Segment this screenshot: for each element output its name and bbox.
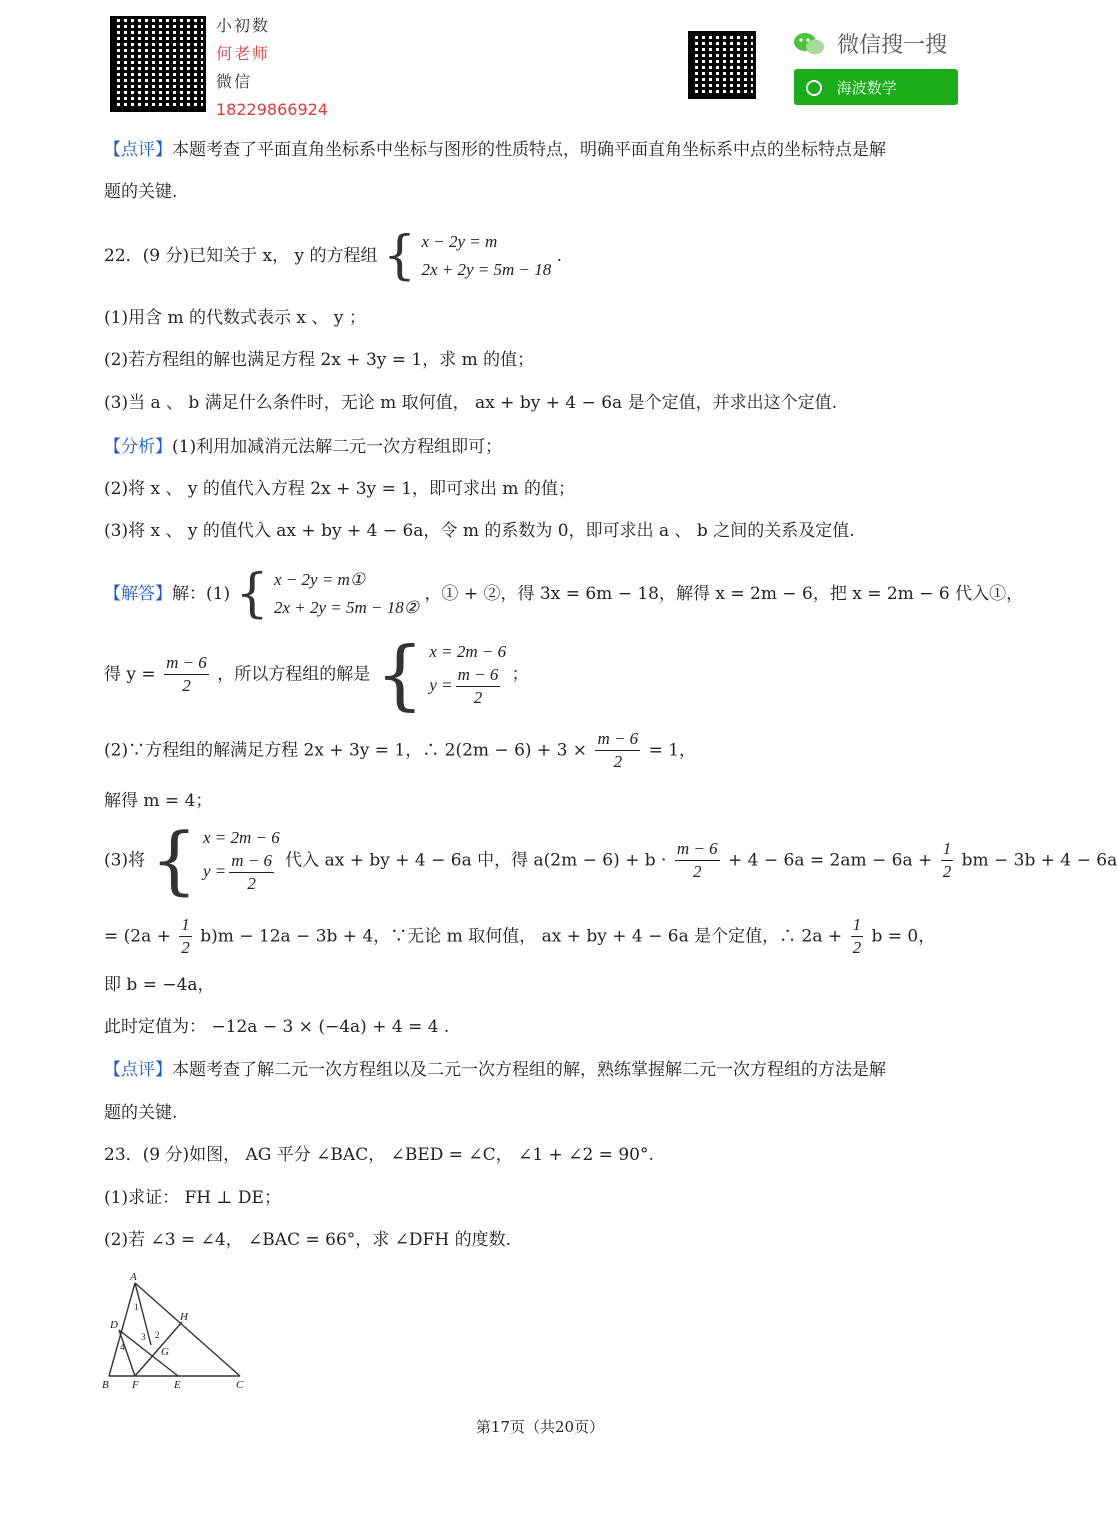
solution-text: = (2a + xyxy=(104,926,171,947)
analysis-text: (1)利用加减消元法解二元一次方程组即可； xyxy=(172,437,503,457)
fraction xyxy=(851,914,864,959)
solution-text: + 4 − 6a = 2am − 6a + xyxy=(728,850,933,871)
fraction xyxy=(164,652,209,697)
q22-solution-4: 解得 m = 4； xyxy=(104,791,213,811)
comment-21-line1 xyxy=(104,138,886,162)
equation: x − 2y = m① xyxy=(274,570,366,589)
wechat-icon xyxy=(794,32,824,56)
q22-comment-1 xyxy=(104,1058,886,1082)
label-a: A xyxy=(130,1271,137,1283)
q22-part3: (3)当 a 、 b 满足什么条件时，无论 m 取何值， ax + by + 4 − 6a 是个定值，并求出这个定值. xyxy=(104,393,837,413)
wechat-search-header xyxy=(794,28,947,59)
equation: x − 2y = m xyxy=(421,232,498,251)
q22-stem-text: 22．(9 分)已知关于 x， y 的方程组 xyxy=(104,246,378,266)
equation xyxy=(429,664,506,709)
label-c: C xyxy=(236,1379,244,1391)
fraction xyxy=(179,914,192,959)
label-4: 4 xyxy=(120,1342,125,1352)
left-brace: { xyxy=(375,629,424,719)
label-f: F xyxy=(132,1379,139,1391)
q22-stem: 22．(9 分)已知关于 x， y 的方程组 { x − 2y = m 2x + 2y = 5m − 18 . xyxy=(104,226,563,286)
fraction-numerator: 1 xyxy=(851,914,864,937)
q23-stem: 23．(9 分)如图， AG 平分 ∠BAC， ∠BED = ∠C， ∠1 + ∠2 = 90°. xyxy=(104,1145,654,1165)
solution-text: 代入 ax + by + 4 − 6a 中，得 a(2m − 6) + b · xyxy=(285,850,667,871)
solution-system xyxy=(203,826,280,895)
comment-text: 本题考查了解二元一次方程组以及二元一次方程组的解，熟练掌握解二元一次方程组的方法是解 xyxy=(172,1060,886,1080)
q22-solution-1 xyxy=(104,566,1023,622)
q22-analysis-3: (3)将 x 、 y 的值代入 ax + by + 4 − 6a，令 m 的系数为 0，即可求出 a 、 b 之间的关系及定值. xyxy=(104,521,855,541)
solution-text: ，所以方程组的解是 xyxy=(217,664,371,685)
q22-solution-7: 即 b = −4a， xyxy=(104,975,215,995)
header-line-2: 何老师 xyxy=(216,44,271,63)
equation: x = 2m − 6 xyxy=(203,828,280,847)
header-line-3: 微信 xyxy=(216,72,253,91)
q22-solution-2 xyxy=(104,629,529,719)
left-brace: { xyxy=(382,226,417,286)
fraction-denominator: 2 xyxy=(613,752,623,771)
q22-solution-6 xyxy=(104,914,935,959)
label-g: G xyxy=(161,1346,169,1358)
fraction-denominator: 2 xyxy=(247,874,256,893)
fraction-numerator: m − 6 xyxy=(164,652,209,675)
fraction xyxy=(229,850,274,895)
fraction-denominator: 2 xyxy=(693,862,702,881)
comment-text: 本题考查了平面直角坐标系中坐标与图形的性质特点，明确平面直角坐标系中点的坐标特点是解 xyxy=(172,140,886,160)
q22-analysis-1 xyxy=(104,435,502,459)
label-e: E xyxy=(174,1379,181,1391)
fraction-denominator: 2 xyxy=(852,938,862,957)
comment-tag: 【点评】 xyxy=(104,1060,172,1080)
solution-text: b)m − 12a − 3b + 4，∵无论 m 取何值， ax + by + 4 − 6a 是个定值，∴ 2a + xyxy=(200,926,843,947)
wechat-search-title: 微信搜一搜 xyxy=(837,33,948,58)
equation-lhs: y = xyxy=(203,861,227,881)
fraction-denominator: 2 xyxy=(942,862,952,881)
page-footer: 第17页（共20页） xyxy=(475,1418,605,1436)
solution-text: ； xyxy=(511,664,529,685)
analysis-tag: 【分析】 xyxy=(104,437,172,457)
fraction xyxy=(595,728,640,773)
label-h: H xyxy=(180,1311,188,1323)
q22-part2: (2)若方程组的解也满足方程 2x + 3y = 1，求 m 的值； xyxy=(104,350,535,370)
q22-analysis-2: (2)将 x 、 y 的值代入方程 2x + 3y = 1，即可求出 m 的值； xyxy=(104,479,575,499)
solution-text: bm − 3b + 4 − 6a xyxy=(961,850,1117,871)
left-brace: { xyxy=(235,564,269,624)
solution-text: 得 y = xyxy=(104,664,156,685)
q22-solution-3 xyxy=(104,728,696,773)
fraction-numerator: m − 6 xyxy=(595,728,640,751)
side-ac xyxy=(135,1283,240,1376)
qr-code-right xyxy=(688,31,756,99)
solution-text: (2)∵方程组的解满足方程 2x + 3y = 1，∴ 2(2m − 6) + 3 × xyxy=(104,740,588,761)
solution-text: = 1， xyxy=(648,740,697,761)
left-brace: { xyxy=(150,817,198,904)
q22-part1: (1)用含 m 的代数式表示 x 、 y ； xyxy=(104,308,366,328)
solution-text: (3)将 xyxy=(104,850,146,871)
fraction xyxy=(456,664,501,709)
fraction-denominator: 2 xyxy=(473,688,483,707)
q22-comment-2: 题的关键. xyxy=(104,1103,178,1123)
q22-system xyxy=(421,228,551,284)
fraction-denominator: 2 xyxy=(182,676,191,695)
equation: x = 2m − 6 xyxy=(429,642,507,661)
q22-solution-8: 此时定值为： −12a − 3 × (−4a) + 4 = 4 . xyxy=(104,1017,450,1037)
geometry-figure xyxy=(98,1270,258,1392)
qr-code-left xyxy=(110,16,206,112)
equation: 2x + 2y = 5m − 18② xyxy=(274,598,420,617)
search-button[interactable] xyxy=(794,69,958,105)
solution-text: b = 0， xyxy=(871,926,936,947)
fraction-denominator: 2 xyxy=(181,938,190,957)
fraction xyxy=(941,838,954,883)
answer-tag: 【解答】 xyxy=(104,584,172,604)
fraction-numerator: m − 6 xyxy=(456,664,501,687)
solution-text: ，① + ②，得 3x = 6m − 18，解得 x = 2m − 6，把 x = 2m − 6 代入①， xyxy=(424,584,1024,604)
label-d: D xyxy=(110,1319,118,1331)
solution-system xyxy=(274,566,419,622)
q23-part2: (2)若 ∠3 = ∠4， ∠BAC = 66°，求 ∠DFH 的度数. xyxy=(104,1230,511,1250)
contact-block xyxy=(216,12,346,124)
equation xyxy=(203,850,280,895)
label-b: B xyxy=(102,1379,109,1391)
header-line-1: 小初数 xyxy=(216,16,271,35)
fraction-numerator: m − 6 xyxy=(675,838,720,861)
label-1: 1 xyxy=(134,1302,139,1312)
solution-system xyxy=(429,640,506,709)
q22-solution-5 xyxy=(104,817,1117,904)
fraction-numerator: 1 xyxy=(179,914,192,937)
comment-tag: 【点评】 xyxy=(104,140,172,160)
fraction-numerator: 1 xyxy=(941,838,954,861)
label-2: 2 xyxy=(155,1330,160,1340)
equation: 2x + 2y = 5m − 18 xyxy=(421,260,552,279)
fraction xyxy=(675,838,720,883)
search-icon xyxy=(806,80,822,96)
search-button-label: 海波数学 xyxy=(836,78,897,97)
equation-lhs: y = xyxy=(429,675,453,695)
fraction-numerator: m − 6 xyxy=(229,850,274,873)
header-phone: 18229866924 xyxy=(216,100,328,119)
label-3: 3 xyxy=(141,1332,146,1342)
comment-21-line2: 题的关键. xyxy=(104,182,178,202)
solution-text: 解：(1) xyxy=(172,584,231,604)
q23-part1: (1)求证： FH ⊥ DE； xyxy=(104,1188,281,1208)
